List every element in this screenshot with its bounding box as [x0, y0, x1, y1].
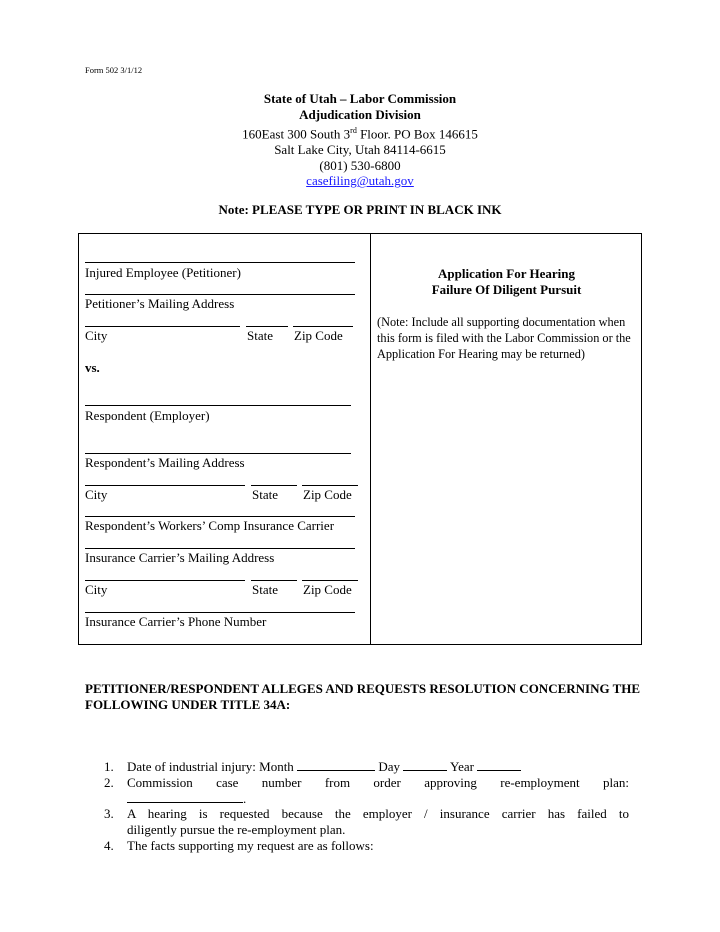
insurance-carrier-field[interactable] [85, 516, 355, 517]
year-field[interactable] [477, 760, 521, 771]
division-name: Adjudication Division [299, 106, 421, 122]
case-number-field[interactable] [127, 792, 243, 803]
city3-field[interactable] [85, 580, 245, 581]
city2-field[interactable] [85, 485, 245, 486]
zip3-field[interactable] [302, 580, 358, 581]
carrier-address-label: Insurance Carrier’s Mailing Address [85, 550, 275, 565]
respondent-field[interactable] [85, 405, 351, 406]
list-item: 3. A hearing is requested because the employer / insurance carrier has failed to diligently pursue the re-employment plan. [104, 806, 629, 838]
ink-note: Note: PLEASE TYPE OR PRINT IN BLACK INK [218, 202, 502, 217]
state1-label: State [247, 328, 273, 343]
street-address: 160East 300 South 3rd Floor. PO Box 146615 [242, 125, 478, 141]
state3-label: State [252, 582, 278, 597]
application-title-line2: Failure Of Diligent Pursuit [431, 282, 582, 297]
insurance-carrier-label: Respondent’s Workers’ Comp Insurance Carrier [85, 518, 335, 533]
zip2-label: Zip Code [303, 487, 352, 502]
state1-field[interactable] [246, 326, 288, 327]
city3-label: City [85, 582, 108, 597]
injured-employee-field[interactable] [85, 262, 355, 263]
phone-number: (801) 530-6800 [319, 157, 401, 173]
email-link[interactable]: casefiling@utah.gov [306, 173, 414, 189]
state2-label: State [252, 487, 278, 502]
zip3-label: Zip Code [303, 582, 352, 597]
allegation-heading: PETITIONER/RESPONDENT ALLEGES AND REQUESTS RESOLUTION CONCERNING THE FOLLOWING UNDER TITLE 34A: [85, 681, 641, 712]
month-field[interactable] [297, 760, 375, 771]
versus-label: vs. [85, 360, 100, 375]
carrier-phone-label: Insurance Carrier’s Phone Number [85, 614, 267, 629]
respondent-address-field[interactable] [85, 453, 351, 454]
zip2-field[interactable] [302, 485, 358, 486]
petitioner-address-label: Petitioner’s Mailing Address [85, 296, 235, 311]
agency-header [0, 91, 720, 189]
state2-field[interactable] [251, 485, 297, 486]
respondent-label: Respondent (Employer) [85, 408, 210, 423]
carrier-phone-field[interactable] [85, 612, 355, 613]
request-list [104, 759, 629, 854]
list-item: 2. Commission case number from order approving re-employment plan: . [104, 774, 629, 806]
list-item: 4. The facts supporting my request are as follows: [104, 837, 374, 853]
carrier-address-field[interactable] [85, 548, 355, 549]
city-address: Salt Lake City, Utah 84114-6615 [274, 141, 446, 157]
list-item: 1. Date of industrial injury: Month Day Year [104, 759, 629, 775]
agency-name: State of Utah – Labor Commission [263, 91, 457, 106]
city1-label: City [85, 328, 108, 343]
documentation-note: (Note: Include all supporting documentation when this form is filed with the Labor Commission or the Application For Hearing may be returned) [377, 315, 631, 361]
city2-label: City [85, 487, 108, 502]
application-title [371, 266, 642, 298]
zip1-field[interactable] [293, 326, 353, 327]
zip1-label: Zip Code [294, 328, 343, 343]
respondent-address-label: Respondent’s Mailing Address [85, 455, 245, 470]
city1-field[interactable] [85, 326, 240, 327]
injured-employee-label: Injured Employee (Petitioner) [85, 265, 241, 280]
form-number: Form 502 3/1/12 [85, 65, 143, 75]
state3-field[interactable] [251, 580, 297, 581]
petitioner-address-field[interactable] [85, 294, 355, 295]
application-title-line1: Application For Hearing [438, 266, 575, 281]
day-field[interactable] [403, 760, 447, 771]
